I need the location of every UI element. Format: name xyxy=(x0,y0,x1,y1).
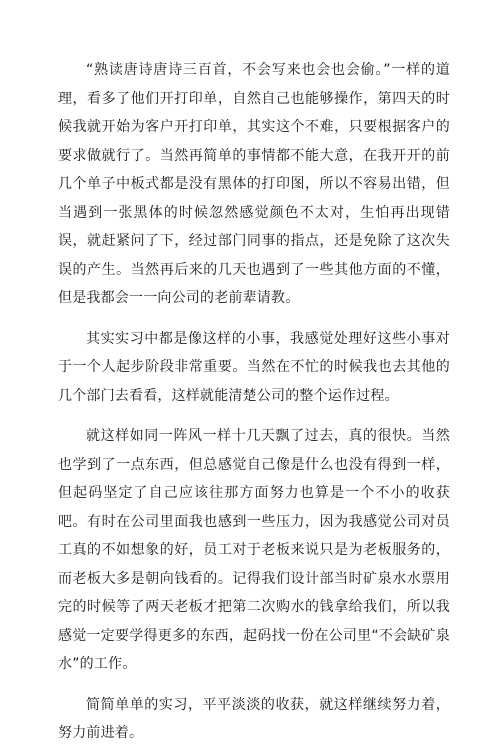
paragraph-3: 就这样如同一阵风一样十几天飘了过去，真的很快。当然也学到了一点东西，但总感觉自己像是什么也没有得到一样，但起码坚定了自己应该往那方面努力也算是一个不小的收获吧。有时在公司里面我也感到一些压力，因为我感觉公司对员工真的不如想象的好，员工对于老板来说只是为老板服务的，而老板大多是朝向钱看的。记得我们设计部当时矿泉水水票用完的时候等了两天老板才把第二次购水的钱拿给我们，所以我感觉一定要学得更多的东西，起码找一份在公司里“不会缺矿泉水”的工作。 xyxy=(58,428,450,672)
document-body xyxy=(58,56,450,748)
paragraph-2: 其实实习中都是像这样的小事，我感觉处理好这些小事对于一个人起步阶段非常重要。当然在不忙的时候我也去其他的几个部门去看看，这样就能清楚公司的整个运作过程。 xyxy=(58,330,450,404)
paragraph-1: “熟读唐诗唐诗三百首，不会写来也会也会偷。”一样的道理，看多了他们开打印单，自然自己也能够操作，第四天的时候我就开始为客户开打印单，其实这个不难，只要根据客户的要求做就行了。当然再简单的事情都不能大意，在我开开的前几个单子中板式都是没有黑体的打印图，所以不容易出错，但当遇到一张黑体的时候忽然感觉颜色不太对，生怕再出现错误，就赶紧问了下，经过部门同事的指点，还是免除了这次失误的产生。当然再后来的几天也遇到了一些其他方面的不懂，但是我都会一一向公司的老前辈请教。 xyxy=(58,62,450,306)
paragraph-4: 简简单单的实习，平平淡淡的收获，就这样继续努力着，努力前进着。 xyxy=(58,696,450,741)
